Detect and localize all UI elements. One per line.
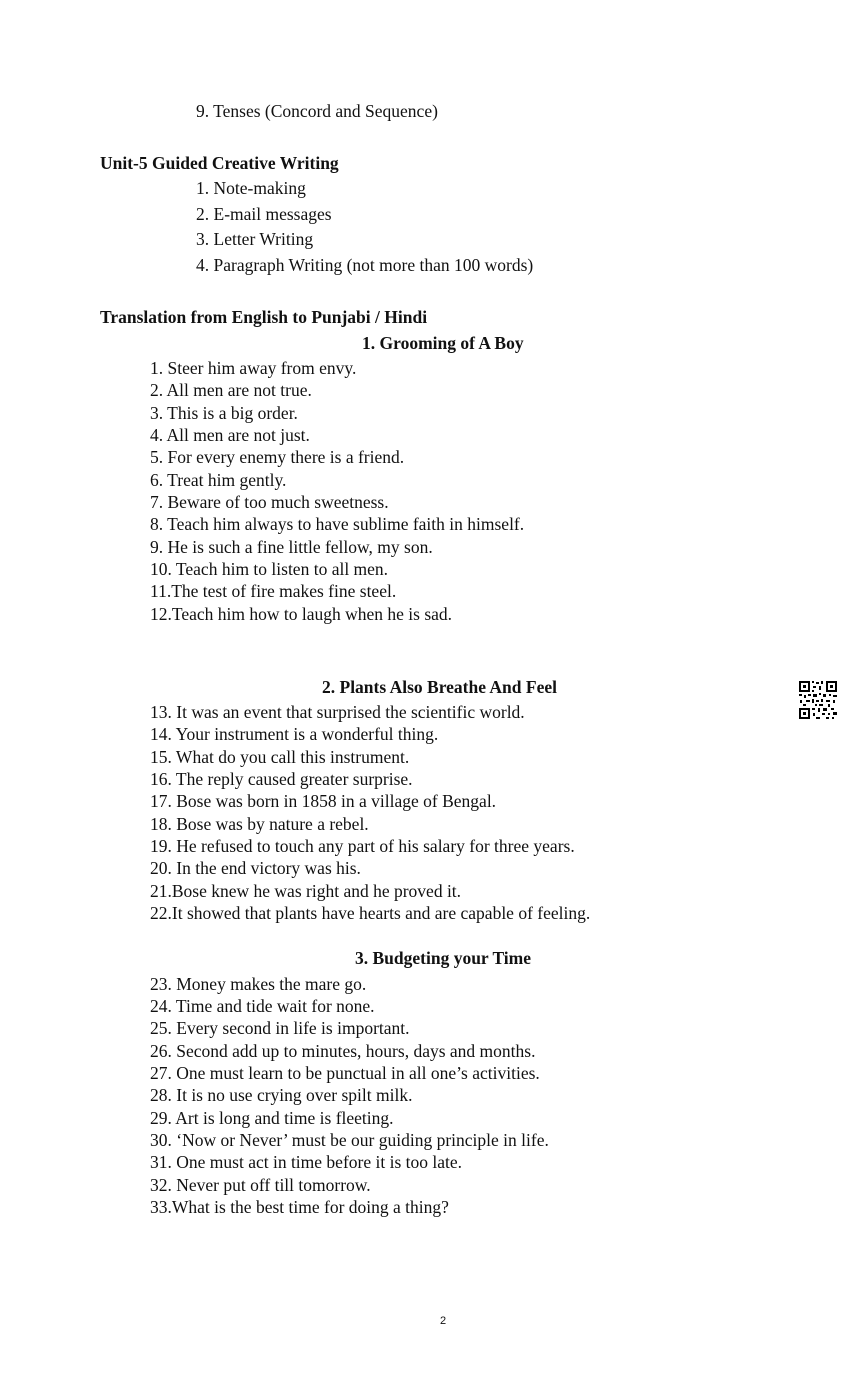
sentence-item: 19. He refused to touch any part of his salary for three years. — [150, 836, 575, 856]
unit5-heading: Unit-5 Guided Creative Writing — [100, 153, 339, 173]
sentence-item: 30. ‘Now or Never’ must be our guiding principle in life. — [150, 1130, 549, 1150]
sentence-item: 22.It showed that plants have hearts and are capable of feeling. — [150, 903, 591, 923]
sentence-item: 2. All men are not true. — [150, 380, 312, 400]
sentence-item: 21.Bose knew he was right and he proved it. — [150, 881, 462, 901]
sentence-item: 12.Teach him how to laugh when he is sad. — [150, 604, 453, 624]
sentence-item: 26. Second add up to minutes, hours, days and months. — [150, 1041, 536, 1061]
list-item: 3. Letter Writing — [196, 229, 314, 249]
sentence-item: 10. Teach him to listen to all men. — [150, 559, 389, 579]
sentence-item: 32. Never put off till tomorrow. — [150, 1175, 371, 1195]
list-item-tenses: 9. Tenses (Concord and Sequence) — [196, 101, 438, 121]
section-title-grooming: 1. Grooming of A Boy — [362, 333, 524, 353]
qr-code-icon[interactable] — [798, 680, 838, 720]
list-item: 4. Paragraph Writing (not more than 100 words) — [196, 255, 534, 275]
sentence-item: 3. This is a big order. — [150, 403, 298, 423]
sentence-item: 4. All men are not just. — [150, 425, 310, 445]
sentence-item: 15. What do you call this instrument. — [150, 747, 410, 767]
sentence-item: 31. One must act in time before it is too late. — [150, 1152, 463, 1172]
sentence-item: 16. The reply caused greater surprise. — [150, 769, 413, 789]
sentence-item: 27. One must learn to be punctual in all one’s activities. — [150, 1063, 540, 1083]
sentence-item: 33.What is the best time for doing a thing? — [150, 1197, 449, 1217]
sentence-item: 14. Your instrument is a wonderful thing. — [150, 724, 439, 744]
section-title-plants: 2. Plants Also Breathe And Feel — [322, 677, 557, 697]
sentence-item: 25. Every second in life is important. — [150, 1018, 410, 1038]
sentence-item: 7. Beware of too much sweetness. — [150, 492, 389, 512]
sentence-item: 1. Steer him away from envy. — [150, 358, 357, 378]
sentence-item: 8. Teach him always to have sublime faith in himself. — [150, 514, 525, 534]
sentence-item: 11.The test of fire makes fine steel. — [150, 581, 397, 601]
page-number: 2 — [439, 1315, 447, 1327]
sentence-item: 17. Bose was born in 1858 in a village of Bengal. — [150, 791, 497, 811]
sentence-item: 5. For every enemy there is a friend. — [150, 447, 405, 467]
sentence-item: 9. He is such a fine little fellow, my son. — [150, 537, 433, 557]
list-item: 1. Note-making — [196, 178, 306, 198]
sentence-item: 24. Time and tide wait for none. — [150, 996, 375, 1016]
sentence-item: 6. Treat him gently. — [150, 470, 287, 490]
section-title-budgeting: 3. Budgeting your Time — [355, 948, 532, 968]
sentence-item: 20. In the end victory was his. — [150, 858, 361, 878]
sentence-item: 29. Art is long and time is fleeting. — [150, 1108, 394, 1128]
sentence-item: 23. Money makes the mare go. — [150, 974, 367, 994]
sentence-item: 18. Bose was by nature a rebel. — [150, 814, 369, 834]
list-item: 2. E-mail messages — [196, 204, 332, 224]
sentence-item: 28. It is no use crying over spilt milk. — [150, 1085, 413, 1105]
translation-heading: Translation from English to Punjabi / Hindi — [100, 307, 428, 327]
sentence-item: 13. It was an event that surprised the scientific world. — [150, 702, 525, 722]
